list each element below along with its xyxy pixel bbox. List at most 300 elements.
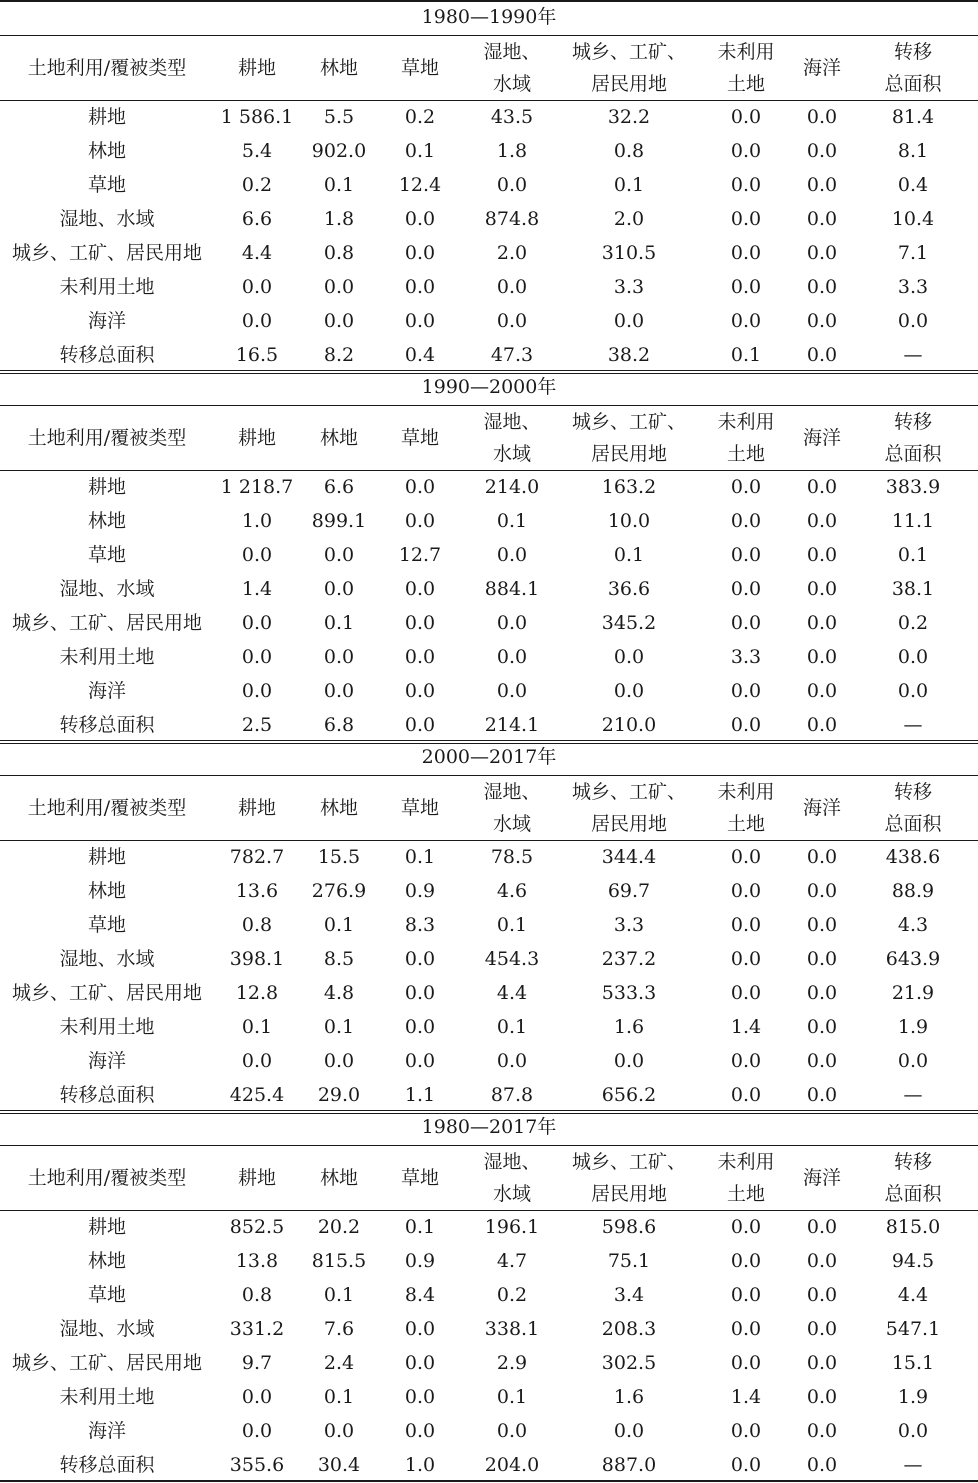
cell-wetland-water: 0.2 — [496, 1284, 528, 1306]
cell-forest: 0.0 — [323, 680, 355, 702]
cell-forest: 0.0 — [323, 276, 355, 298]
header-ocean: 海洋 — [802, 1167, 841, 1189]
row-ocean — [0, 1044, 978, 1078]
cell-cropland: 0.0 — [241, 544, 273, 566]
header-unused-land-line2: 土地 — [726, 443, 765, 465]
cell-grassland: 0.0 — [404, 310, 436, 332]
cell-unused-land: 1.4 — [730, 1386, 762, 1408]
header-forest: 林地 — [319, 1167, 358, 1189]
cell-ocean: 0.0 — [806, 106, 838, 128]
cell-forest: 902.0 — [311, 140, 367, 162]
cell-type: 草地 — [87, 914, 126, 936]
cell-grassland: 0.0 — [404, 510, 436, 532]
cell-urban-industrial-residential: 344.4 — [601, 846, 657, 868]
cell-ocean: 0.0 — [806, 646, 838, 668]
cell-forest: 899.1 — [311, 510, 367, 532]
cell-grassland: 0.0 — [404, 242, 436, 264]
cell-wetland-water: 0.1 — [496, 1386, 528, 1408]
cell-urban-industrial-residential: 0.0 — [613, 1420, 645, 1442]
cell-unused-land: 0.0 — [730, 1216, 762, 1238]
header-cropland: 耕地 — [237, 797, 276, 819]
cell-unused-land: 0.0 — [730, 1250, 762, 1272]
cell-type: 城乡、工矿、居民用地 — [11, 982, 202, 1004]
row-forest — [0, 1244, 978, 1278]
header-type: 土地利用/覆被类型 — [27, 427, 187, 449]
header-unused-land-line2: 土地 — [726, 73, 765, 95]
header-urban-industrial-residential-line1: 城乡、工矿、 — [571, 781, 686, 803]
cell-unused-land: 0.0 — [730, 106, 762, 128]
cell-forest: 20.2 — [317, 1216, 361, 1238]
cell-type: 海洋 — [87, 1050, 126, 1072]
cell-grassland: 0.0 — [404, 476, 436, 498]
row-wetland-water — [0, 202, 978, 236]
cell-urban-industrial-residential: 36.6 — [607, 578, 651, 600]
cell-urban-industrial-residential: 210.0 — [601, 714, 657, 736]
cell-cropland: 355.6 — [229, 1454, 285, 1476]
cell-forest: 0.0 — [323, 544, 355, 566]
cell-grassland: 0.1 — [404, 140, 436, 162]
cell-ocean: 0.0 — [806, 1084, 838, 1106]
cell-unused-land: 0.0 — [730, 880, 762, 902]
cell-ocean: 0.0 — [806, 1386, 838, 1408]
cell-wetland-water: 43.5 — [490, 106, 534, 128]
cell-wetland-water: 0.0 — [496, 680, 528, 702]
header-wetland-water-line2: 水域 — [492, 73, 531, 95]
header-wetland-water-line1: 湿地、 — [483, 41, 541, 63]
cell-cropland: 852.5 — [229, 1216, 285, 1238]
cell-unused-land: 0.0 — [730, 680, 762, 702]
cell-ocean: 0.0 — [806, 242, 838, 264]
cell-transfer-total: 1.9 — [897, 1386, 929, 1408]
cell-grassland: 0.0 — [404, 276, 436, 298]
cell-cropland: 0.0 — [241, 646, 273, 668]
table-bottom-rule — [0, 1480, 978, 1482]
row-wetland-water — [0, 572, 978, 606]
cell-grassland: 1.0 — [404, 1454, 436, 1476]
cell-wetland-water: 2.0 — [496, 242, 528, 264]
header-urban-industrial-residential-line1: 城乡、工矿、 — [571, 1151, 686, 1173]
cell-unused-land: 0.0 — [730, 612, 762, 634]
cell-unused-land: 0.0 — [730, 208, 762, 230]
cell-ocean: 0.0 — [806, 714, 838, 736]
cell-transfer-total: — — [903, 714, 923, 736]
cell-cropland: 16.5 — [235, 344, 279, 366]
cell-forest: 0.1 — [323, 914, 355, 936]
header-wetland-water-line1: 湿地、 — [483, 1151, 541, 1173]
header-type: 土地利用/覆被类型 — [27, 797, 187, 819]
cell-unused-land: 0.0 — [730, 242, 762, 264]
cell-unused-land: 0.0 — [730, 310, 762, 332]
cell-grassland: 0.4 — [404, 344, 436, 366]
row-cropland — [0, 470, 978, 504]
cell-wetland-water: 4.6 — [496, 880, 528, 902]
header-unused-land-line1: 未利用 — [717, 1151, 775, 1173]
cell-type: 草地 — [87, 1284, 126, 1306]
cell-transfer-total: 11.1 — [891, 510, 935, 532]
header-transfer-total-line1: 转移 — [893, 411, 932, 433]
cell-type: 湿地、水域 — [59, 578, 155, 600]
cell-urban-industrial-residential: 0.1 — [613, 174, 645, 196]
row-unused-land — [0, 1380, 978, 1414]
cell-transfer-total: 0.0 — [897, 680, 929, 702]
cell-ocean: 0.0 — [806, 982, 838, 1004]
cell-ocean: 0.0 — [806, 208, 838, 230]
cell-urban-industrial-residential: 0.1 — [613, 544, 645, 566]
header-type: 土地利用/覆被类型 — [27, 57, 187, 79]
cell-ocean: 0.0 — [806, 1420, 838, 1442]
cell-urban-industrial-residential: 32.2 — [607, 106, 651, 128]
cell-cropland: 1.0 — [241, 510, 273, 532]
cell-grassland: 0.0 — [404, 1016, 436, 1038]
row-urban-industrial-residential — [0, 606, 978, 640]
cell-type: 林地 — [87, 1250, 126, 1272]
row-unused-land — [0, 270, 978, 304]
cell-grassland: 1.1 — [404, 1084, 436, 1106]
cell-unused-land: 0.0 — [730, 846, 762, 868]
cell-type: 湿地、水域 — [59, 948, 155, 970]
cell-ocean: 0.0 — [806, 276, 838, 298]
cell-wetland-water: 0.0 — [496, 646, 528, 668]
header-unused-land-line2: 土地 — [726, 1183, 765, 1205]
cell-grassland: 0.1 — [404, 846, 436, 868]
cell-unused-land: 0.0 — [730, 476, 762, 498]
row-transfer-total — [0, 1448, 978, 1482]
cell-transfer-total: 0.0 — [897, 1420, 929, 1442]
cell-forest: 6.8 — [323, 714, 355, 736]
cell-ocean: 0.0 — [806, 914, 838, 936]
header-urban-industrial-residential-line2: 居民用地 — [590, 1183, 667, 1205]
period-table — [0, 370, 978, 740]
cell-unused-land: 0.0 — [730, 578, 762, 600]
cell-transfer-total: 10.4 — [891, 208, 935, 230]
cell-type: 未利用土地 — [59, 276, 155, 298]
row-urban-industrial-residential — [0, 976, 978, 1010]
header-wetland-water-line2: 水域 — [492, 813, 531, 835]
cell-ocean: 0.0 — [806, 948, 838, 970]
cell-type: 林地 — [87, 140, 126, 162]
cell-unused-land: 0.0 — [730, 1420, 762, 1442]
header-wetland-water-line2: 水域 — [492, 443, 531, 465]
cell-transfer-total: 0.0 — [897, 646, 929, 668]
cell-urban-industrial-residential: 310.5 — [601, 242, 657, 264]
cell-ocean: 0.0 — [806, 1318, 838, 1340]
cell-unused-land: 0.0 — [730, 510, 762, 532]
cell-ocean: 0.0 — [806, 510, 838, 532]
cell-type: 湿地、水域 — [59, 208, 155, 230]
cell-transfer-total: 15.1 — [891, 1352, 935, 1374]
cell-unused-land: 0.0 — [730, 1284, 762, 1306]
cell-urban-industrial-residential: 302.5 — [601, 1352, 657, 1374]
cell-wetland-water: 0.1 — [496, 914, 528, 936]
cell-cropland: 0.8 — [241, 914, 273, 936]
cell-unused-land: 1.4 — [730, 1016, 762, 1038]
cell-urban-industrial-residential: 533.3 — [601, 982, 657, 1004]
cell-transfer-total: 81.4 — [891, 106, 935, 128]
row-forest — [0, 134, 978, 168]
period-title: 2000—2017年 — [421, 746, 557, 768]
cell-forest: 1.8 — [323, 208, 355, 230]
header-transfer-total-line2: 总面积 — [884, 73, 942, 95]
cell-cropland: 0.1 — [241, 1016, 273, 1038]
cell-type: 耕地 — [87, 476, 126, 498]
header-forest: 林地 — [319, 797, 358, 819]
cell-grassland: 0.1 — [404, 1216, 436, 1238]
cell-transfer-total: 0.0 — [897, 310, 929, 332]
cell-type: 耕地 — [87, 1216, 126, 1238]
cell-cropland: 12.8 — [235, 982, 279, 1004]
cell-grassland: 0.0 — [404, 646, 436, 668]
cell-cropland: 782.7 — [229, 846, 285, 868]
row-transfer-total — [0, 1078, 978, 1112]
cell-unused-land: 3.3 — [730, 646, 762, 668]
cell-wetland-water: 87.8 — [490, 1084, 534, 1106]
cell-transfer-total: 1.9 — [897, 1016, 929, 1038]
header-urban-industrial-residential-line2: 居民用地 — [590, 813, 667, 835]
cell-transfer-total: 383.9 — [885, 476, 941, 498]
cell-grassland: 0.0 — [404, 714, 436, 736]
cell-wetland-water: 0.0 — [496, 276, 528, 298]
cell-grassland: 0.0 — [404, 612, 436, 634]
row-grassland — [0, 538, 978, 572]
cell-cropland: 0.0 — [241, 310, 273, 332]
cell-transfer-total: 94.5 — [891, 1250, 935, 1272]
cell-wetland-water: 0.1 — [496, 510, 528, 532]
row-ocean — [0, 1414, 978, 1448]
row-grassland — [0, 168, 978, 202]
cell-wetland-water: 454.3 — [484, 948, 540, 970]
cell-cropland: 0.0 — [241, 1050, 273, 1072]
cell-type: 林地 — [87, 510, 126, 532]
cell-wetland-water: 0.0 — [496, 612, 528, 634]
cell-type: 未利用土地 — [59, 646, 155, 668]
cell-type: 耕地 — [87, 846, 126, 868]
cell-forest: 8.5 — [323, 948, 355, 970]
header-cropland: 耕地 — [237, 427, 276, 449]
cell-urban-industrial-residential: 0.8 — [613, 140, 645, 162]
cell-forest: 5.5 — [323, 106, 355, 128]
period-table — [0, 740, 978, 1110]
cell-ocean: 0.0 — [806, 578, 838, 600]
cell-urban-industrial-residential: 598.6 — [601, 1216, 657, 1238]
cell-cropland: 2.5 — [241, 714, 273, 736]
cell-wetland-water: 0.0 — [496, 1420, 528, 1442]
row-unused-land — [0, 640, 978, 674]
cell-cropland: 0.0 — [241, 276, 273, 298]
header-grassland: 草地 — [400, 57, 439, 79]
header-transfer-total-line2: 总面积 — [884, 813, 942, 835]
header-cropland: 耕地 — [237, 1167, 276, 1189]
header-grassland: 草地 — [400, 427, 439, 449]
cell-ocean: 0.0 — [806, 1454, 838, 1476]
cell-wetland-water: 884.1 — [484, 578, 540, 600]
cell-transfer-total: — — [903, 1454, 923, 1476]
cell-urban-industrial-residential: 1.6 — [613, 1016, 645, 1038]
header-transfer-total-line1: 转移 — [893, 781, 932, 803]
cell-ocean: 0.0 — [806, 544, 838, 566]
header-unused-land-line1: 未利用 — [717, 41, 775, 63]
cell-unused-land: 0.0 — [730, 914, 762, 936]
row-grassland — [0, 908, 978, 942]
header-urban-industrial-residential-line2: 居民用地 — [590, 443, 667, 465]
header-wetland-water-line2: 水域 — [492, 1183, 531, 1205]
header-ocean: 海洋 — [802, 427, 841, 449]
header-cropland: 耕地 — [237, 57, 276, 79]
cell-wetland-water: 2.9 — [496, 1352, 528, 1374]
cell-type: 耕地 — [87, 106, 126, 128]
cell-urban-industrial-residential: 3.3 — [613, 276, 645, 298]
cell-forest: 0.0 — [323, 578, 355, 600]
period-table — [0, 0, 978, 370]
cell-grassland: 0.0 — [404, 1352, 436, 1374]
cell-forest: 0.1 — [323, 174, 355, 196]
cell-wetland-water: 196.1 — [484, 1216, 540, 1238]
cell-cropland: 5.4 — [241, 140, 273, 162]
cell-ocean: 0.0 — [806, 846, 838, 868]
cell-forest: 276.9 — [311, 880, 367, 902]
cell-wetland-water: 0.0 — [496, 544, 528, 566]
cell-grassland: 0.0 — [404, 1050, 436, 1072]
cell-wetland-water: 0.0 — [496, 310, 528, 332]
period-table — [0, 1110, 978, 1480]
cell-type: 草地 — [87, 174, 126, 196]
cell-wetland-water: 78.5 — [490, 846, 534, 868]
header-unused-land-line2: 土地 — [726, 813, 765, 835]
row-cropland — [0, 840, 978, 874]
header-transfer-total-line1: 转移 — [893, 1151, 932, 1173]
cell-transfer-total: 0.1 — [897, 544, 929, 566]
cell-ocean: 0.0 — [806, 880, 838, 902]
cell-grassland: 0.0 — [404, 948, 436, 970]
cell-transfer-total: 4.3 — [897, 914, 929, 936]
cell-transfer-total: 0.4 — [897, 174, 929, 196]
cell-transfer-total: 21.9 — [891, 982, 935, 1004]
cell-wetland-water: 214.1 — [484, 714, 540, 736]
header-wetland-water-line1: 湿地、 — [483, 411, 541, 433]
cell-urban-industrial-residential: 69.7 — [607, 880, 651, 902]
cell-type: 湿地、水域 — [59, 1318, 155, 1340]
cell-cropland: 0.2 — [241, 174, 273, 196]
cell-type: 海洋 — [87, 1420, 126, 1442]
cell-forest: 4.8 — [323, 982, 355, 1004]
cell-cropland: 425.4 — [229, 1084, 285, 1106]
header-urban-industrial-residential-line1: 城乡、工矿、 — [571, 411, 686, 433]
cell-type: 城乡、工矿、居民用地 — [11, 242, 202, 264]
cell-grassland: 12.7 — [398, 544, 442, 566]
cell-cropland: 1.4 — [241, 578, 273, 600]
row-ocean — [0, 674, 978, 708]
cell-urban-industrial-residential: 10.0 — [607, 510, 651, 532]
cell-ocean: 0.0 — [806, 680, 838, 702]
cell-type: 转移总面积 — [59, 344, 155, 366]
cell-forest: 6.6 — [323, 476, 355, 498]
cell-cropland: 0.0 — [241, 1420, 273, 1442]
cell-urban-industrial-residential: 0.0 — [613, 646, 645, 668]
cell-unused-land: 0.0 — [730, 140, 762, 162]
cell-grassland: 0.2 — [404, 106, 436, 128]
cell-transfer-total: 7.1 — [897, 242, 929, 264]
cell-grassland: 0.0 — [404, 208, 436, 230]
header-unused-land-line1: 未利用 — [717, 411, 775, 433]
cell-forest: 0.0 — [323, 1420, 355, 1442]
cell-wetland-water: 214.0 — [484, 476, 540, 498]
period-title: 1990—2000年 — [421, 376, 557, 398]
cell-cropland: 0.0 — [241, 612, 273, 634]
cell-transfer-total: 88.9 — [891, 880, 935, 902]
cell-wetland-water: 874.8 — [484, 208, 540, 230]
cell-forest: 30.4 — [317, 1454, 361, 1476]
header-urban-industrial-residential-line1: 城乡、工矿、 — [571, 41, 686, 63]
header-urban-industrial-residential-line2: 居民用地 — [590, 73, 667, 95]
cell-cropland: 0.8 — [241, 1284, 273, 1306]
cell-wetland-water: 0.0 — [496, 174, 528, 196]
cell-forest: 29.0 — [317, 1084, 361, 1106]
cell-wetland-water: 0.0 — [496, 1050, 528, 1072]
cell-ocean: 0.0 — [806, 1250, 838, 1272]
cell-ocean: 0.0 — [806, 344, 838, 366]
cell-unused-land: 0.0 — [730, 276, 762, 298]
cell-urban-industrial-residential: 75.1 — [607, 1250, 651, 1272]
cell-grassland: 8.4 — [404, 1284, 436, 1306]
cell-transfer-total: 0.0 — [897, 1050, 929, 1072]
row-urban-industrial-residential — [0, 236, 978, 270]
cell-transfer-total: 38.1 — [891, 578, 935, 600]
cell-grassland: 8.3 — [404, 914, 436, 936]
cell-ocean: 0.0 — [806, 140, 838, 162]
cell-cropland: 13.6 — [235, 880, 279, 902]
cell-forest: 0.0 — [323, 646, 355, 668]
cell-transfer-total: 643.9 — [885, 948, 941, 970]
cell-unused-land: 0.0 — [730, 948, 762, 970]
header-type: 土地利用/覆被类型 — [27, 1167, 187, 1189]
cell-urban-industrial-residential: 38.2 — [607, 344, 651, 366]
cell-unused-land: 0.0 — [730, 1318, 762, 1340]
cell-transfer-total: 547.1 — [885, 1318, 941, 1340]
cell-urban-industrial-residential: 0.0 — [613, 310, 645, 332]
header-grassland: 草地 — [400, 797, 439, 819]
cell-transfer-total: — — [903, 1084, 923, 1106]
cell-wetland-water: 0.1 — [496, 1016, 528, 1038]
cell-unused-land: 0.0 — [730, 714, 762, 736]
cell-cropland: 13.8 — [235, 1250, 279, 1272]
cell-ocean: 0.0 — [806, 1284, 838, 1306]
cell-forest: 8.2 — [323, 344, 355, 366]
header-transfer-total-line1: 转移 — [893, 41, 932, 63]
cell-unused-land: 0.1 — [730, 344, 762, 366]
cell-ocean: 0.0 — [806, 1050, 838, 1072]
cell-forest: 0.0 — [323, 310, 355, 332]
cell-type: 城乡、工矿、居民用地 — [11, 612, 202, 634]
row-ocean — [0, 304, 978, 338]
cell-urban-industrial-residential: 3.3 — [613, 914, 645, 936]
cell-transfer-total: 3.3 — [897, 276, 929, 298]
row-transfer-total — [0, 338, 978, 372]
cell-ocean: 0.0 — [806, 612, 838, 634]
cell-forest: 0.8 — [323, 242, 355, 264]
cell-urban-industrial-residential: 2.0 — [613, 208, 645, 230]
cell-transfer-total: 438.6 — [885, 846, 941, 868]
cell-ocean: 0.0 — [806, 1216, 838, 1238]
cell-forest: 0.1 — [323, 1016, 355, 1038]
cell-urban-industrial-residential: 237.2 — [601, 948, 657, 970]
row-cropland — [0, 1210, 978, 1244]
cell-cropland: 9.7 — [241, 1352, 273, 1374]
period-title: 1980—1990年 — [421, 6, 557, 28]
cell-forest: 7.6 — [323, 1318, 355, 1340]
period-title: 1980—2017年 — [421, 1116, 557, 1138]
cell-grassland: 0.0 — [404, 680, 436, 702]
cell-cropland: 331.2 — [229, 1318, 285, 1340]
cell-ocean: 0.0 — [806, 1352, 838, 1374]
